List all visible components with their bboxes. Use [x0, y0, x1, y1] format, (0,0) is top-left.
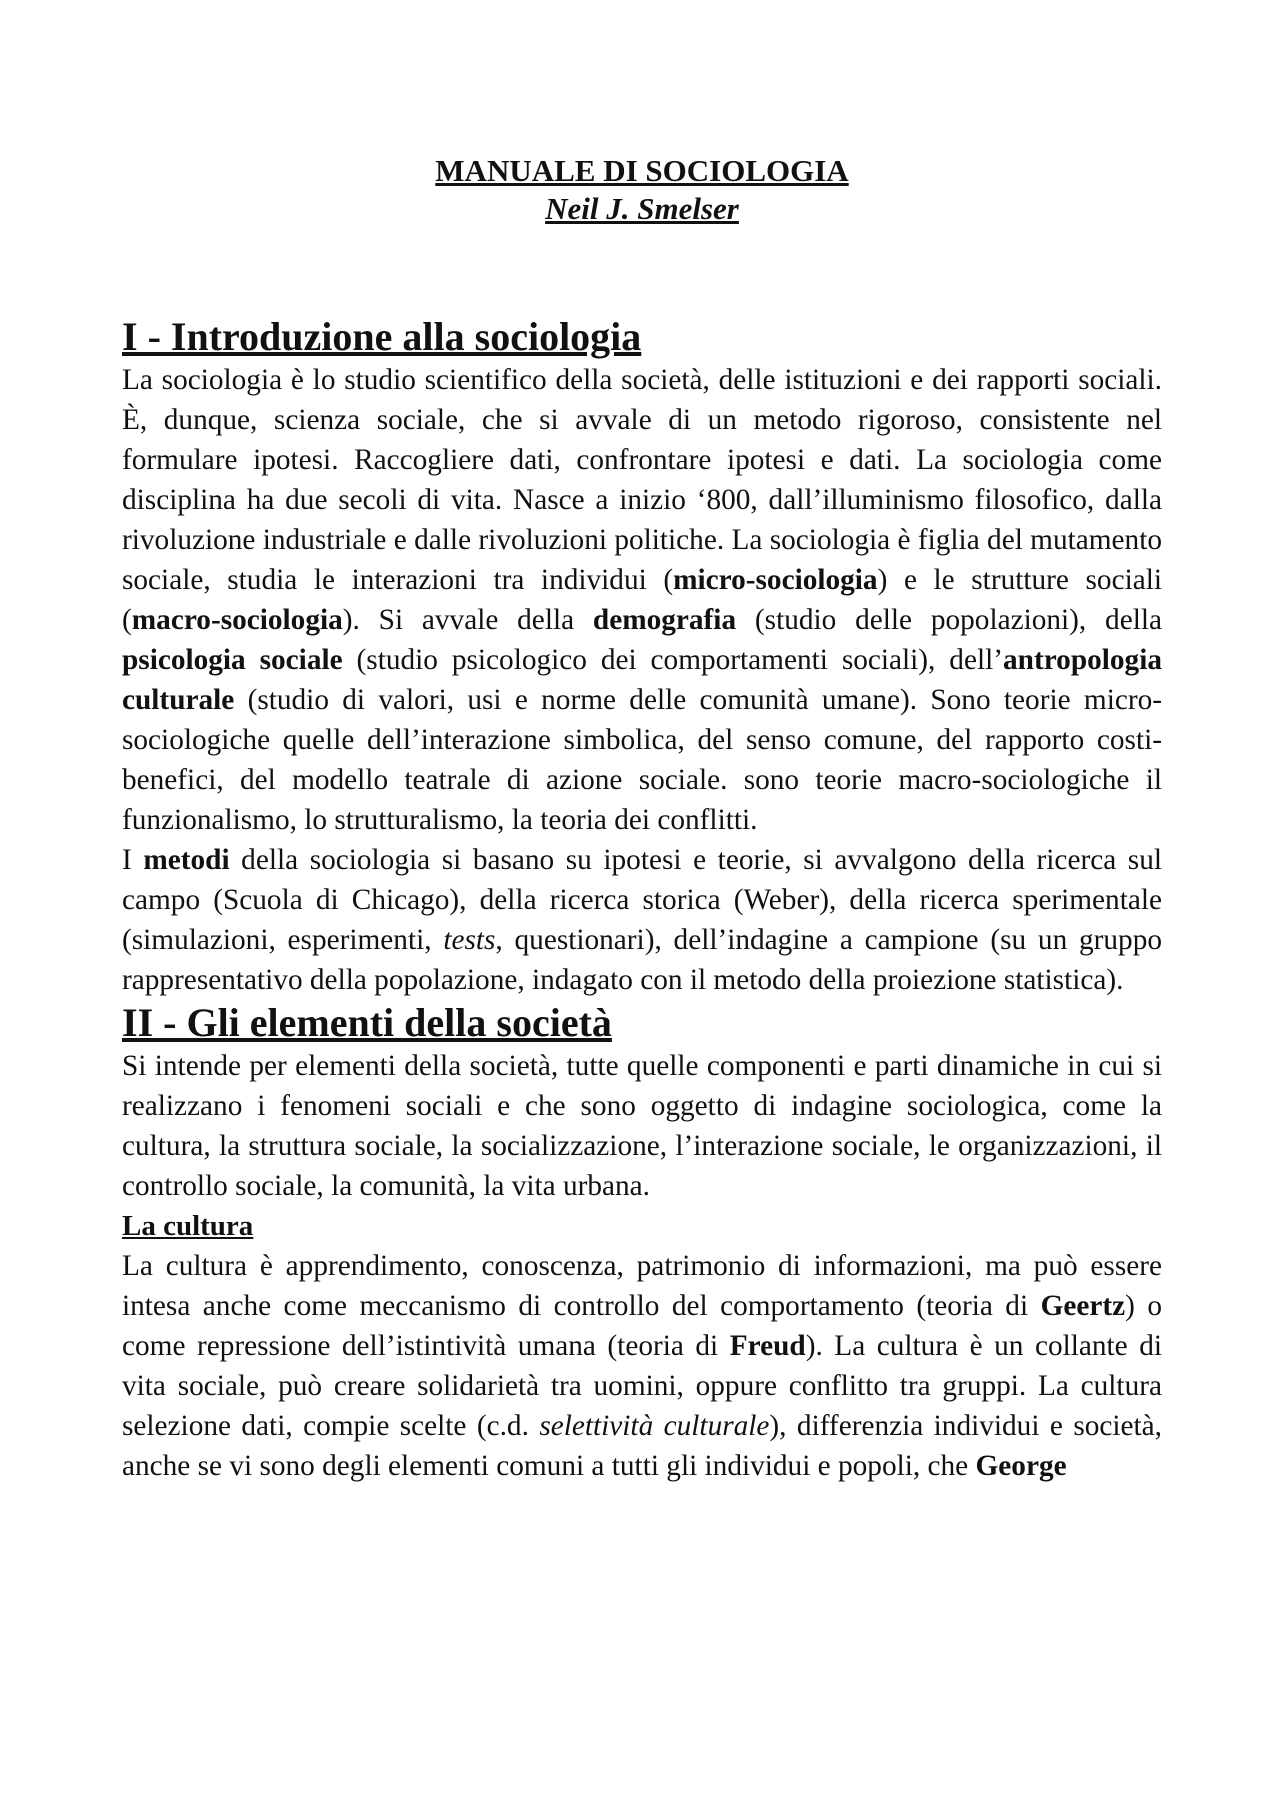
chapter-1-heading: I - Introduzione alla sociologia: [122, 314, 642, 359]
bold-term: demografia: [592, 604, 737, 636]
bold-term: antropologia culturale: [122, 644, 1162, 716]
italic-term: tests: [443, 924, 496, 956]
text-run: ). La cultura è un collante di vita sociale, può creare solidarietà tra uomini, oppure conflitto tra gruppi. La cultura selezione dati, compie scelte (c.d.: [122, 1330, 1162, 1442]
text-run: ), differenzia individui e società, anche se vi sono degli elementi comuni a tutti gli individui e popoli, che: [122, 1410, 1162, 1482]
text-run: I: [122, 844, 144, 876]
section-culture-heading: La cultura: [122, 1210, 254, 1242]
bold-term: micro-sociologia: [673, 564, 878, 596]
text-run: La cultura è apprendimento, conoscenza, patrimonio di informazioni, ma può essere intesa anche come meccanismo di controllo del comportamento (teoria di: [122, 1250, 1162, 1322]
bold-term: George: [975, 1450, 1067, 1482]
bold-term: psicologia sociale: [122, 644, 343, 676]
document-page: [122, 152, 1162, 1486]
text-run: della sociologia si basano su ipotesi e teorie, si avvalgono della ricerca sul campo (Scuola di Chicago), della ricerca storica (Weber), della ricerca sperimentale (simulazioni, esperimenti,: [122, 844, 1162, 956]
document-author: Neil J. Smelser: [545, 191, 739, 226]
italic-term: selettività culturale: [539, 1410, 770, 1442]
chapter-2-paragraph-1: Si intende per elementi della società, tutte quelle componenti e parti dinamiche in cui si realizzano i fenomeni sociali e che sono oggetto di indagine sociologica, come la cultura, la struttura sociale, la socializzazione, l’interazione sociale, le organizzazioni, il controllo sociale, la comunità, la vita urbana.: [122, 1050, 1162, 1202]
section-culture-paragraph-1: [122, 1246, 1162, 1486]
text-run: (studio delle popolazioni), della: [736, 604, 1162, 636]
document-header: [122, 152, 1162, 228]
document-title: MANUALE DI SOCIOLOGIA: [435, 153, 849, 188]
bold-term: Freud: [729, 1330, 806, 1362]
bold-term: metodi: [143, 844, 230, 876]
text-run: (studio di valori, usi e norme delle comunità umane). Sono teorie micro-sociologiche quelle dell’interazione simbolica, del senso comune, del rapporto costi-benefici, del modello teatrale di azione sociale. sono teorie macro-sociologiche il funzionalismo, lo strutturalismo, la teoria dei conflitti.: [122, 684, 1162, 836]
text-run: (studio psicologico dei comportamenti sociali), dell’: [342, 644, 1003, 676]
text-run: ) e le strutture sociali (: [122, 564, 1162, 636]
chapter-1-paragraph-1: [122, 360, 1162, 840]
text-run: ). Si avvale della: [342, 604, 593, 636]
text-run: ) o come repressione dell’istintività umana (teoria di: [122, 1290, 1162, 1362]
bold-term: macro-sociologia: [131, 604, 343, 636]
chapter-1-paragraph-2: [122, 840, 1162, 1000]
text-run: , questionari), dell’indagine a campione (su un gruppo rappresentativo della popolazione, indagato con il metodo della proiezione statistica).: [122, 924, 1162, 996]
chapter-2-heading: II - Gli elementi della società: [122, 1000, 612, 1045]
text-run: La sociologia è lo studio scientifico della società, delle istituzioni e dei rapporti sociali. È, dunque, scienza sociale, che si avvale di un metodo rigoroso, consistente nel formulare ipotesi. Raccogliere dati, confrontare ipotesi e dati. La sociologia come disciplina ha due secoli di vita. Nasce a inizio ‘800, dall’illuminismo filosofico, dalla rivoluzione industriale e dalle rivoluzioni politiche. La sociologia è figlia del mutamento sociale, studia le interazioni tra individui (: [122, 364, 1162, 596]
bold-term: Geertz: [1040, 1290, 1126, 1322]
